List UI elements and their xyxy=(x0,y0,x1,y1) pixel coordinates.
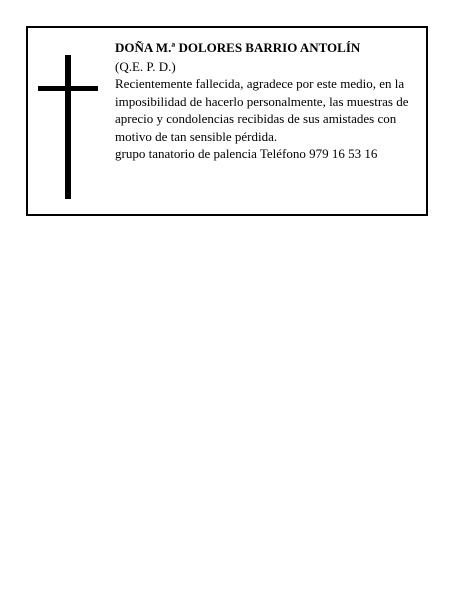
notice-body: Recientemente fallecida, agradece por este medio, en la imposibilidad de hacerlo personalmente, las muestras de aprecio y condolencias recibidas de sus amistades con motivo de tan sensible pérdida. xyxy=(115,76,409,144)
cross-vertical-bar xyxy=(65,55,71,199)
notice-text xyxy=(115,39,425,163)
qepd-line: (Q.E. P. D.) xyxy=(115,58,176,74)
cross-icon xyxy=(38,55,98,199)
obituary-notice xyxy=(26,26,428,216)
cross-horizontal-bar xyxy=(38,86,98,91)
notice-footer: grupo tanatorio de palencia Teléfono 979 16 53 16 xyxy=(115,146,378,161)
deceased-name: DOÑA M.ª DOLORES BARRIO ANTOLÍN xyxy=(115,40,361,55)
